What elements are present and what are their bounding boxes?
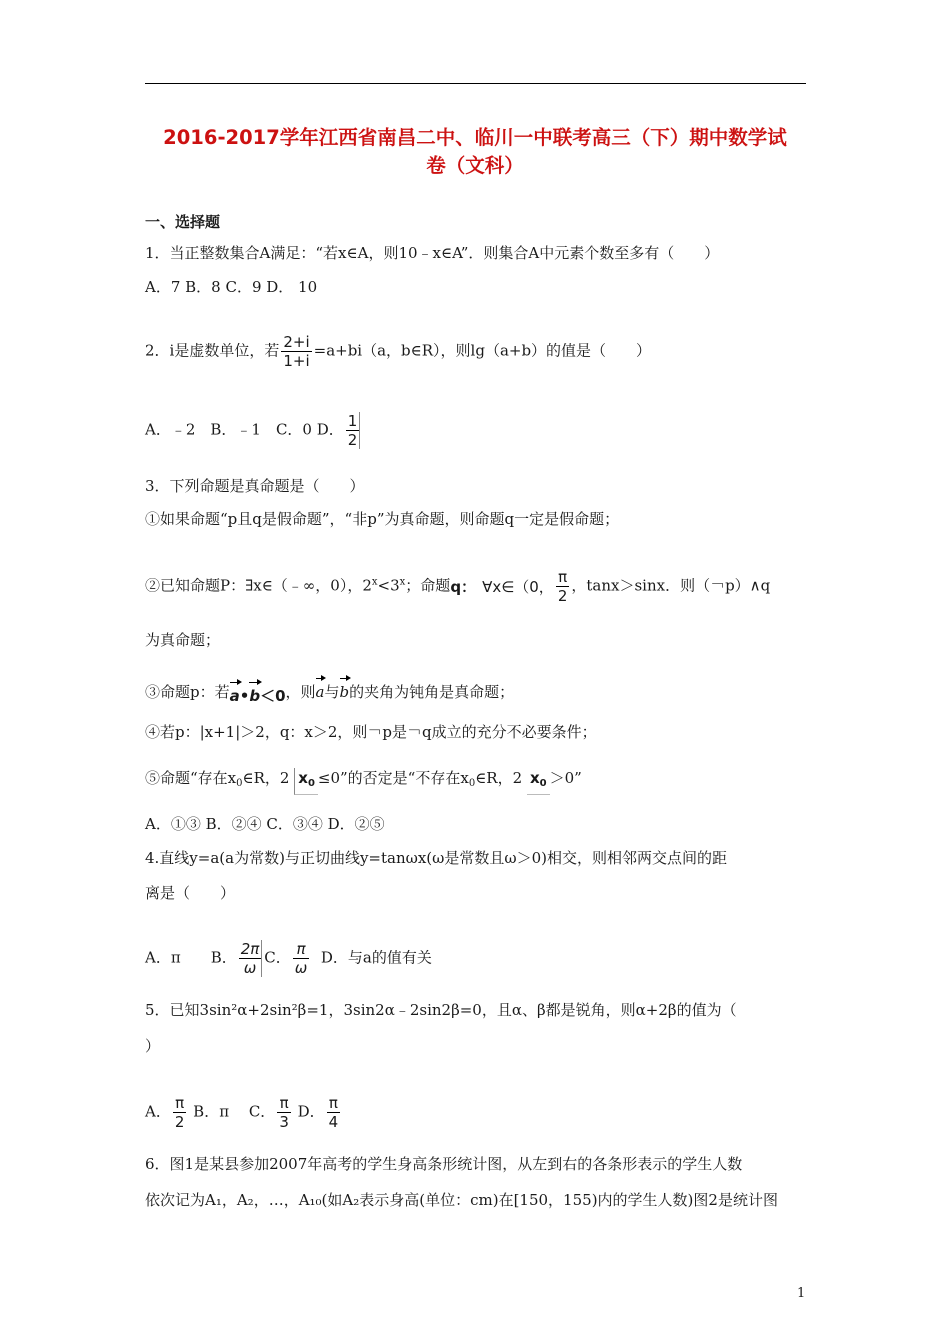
q3-statement-2 xyxy=(145,568,770,605)
q3-s3-post1: ，则 xyxy=(285,683,316,701)
q3-s5-sub0: 0 xyxy=(236,778,243,789)
q3-s2-pre: ②已知命题P：∃x∈（﹣∞，0），2 xyxy=(145,576,372,595)
q4-opt-b-num: 2π xyxy=(240,940,260,958)
q3-statement-3 xyxy=(145,676,514,706)
q1-stem: 1．当正整数集合A满足：“若x∈A，则10﹣x∈A”．则集合A中元素个数至多有（ ） xyxy=(145,244,720,262)
q5-opt-c-den: 3 xyxy=(279,1113,289,1131)
q3-s2-mid2: ；命题 xyxy=(405,576,451,595)
q2-frac-den: 1+i xyxy=(283,352,310,370)
q2-opt-d-fraction xyxy=(346,412,361,449)
q3-s5-x-sub: 0 xyxy=(307,778,315,789)
vector-a-2: a xyxy=(316,676,325,702)
q3-s5-end: ＞0” xyxy=(549,769,582,787)
q3-s3-dot: • xyxy=(239,687,250,705)
q5-opt-a-num: π xyxy=(173,1094,187,1113)
q2-post: =a+bi（a，b∈R），则lg（a+b）的值是（ ） xyxy=(313,341,652,360)
q2-opt-d-num: 1 xyxy=(347,412,358,430)
q5-opt-a: A． xyxy=(145,1102,171,1121)
q4-opt-c-num: π xyxy=(293,940,310,959)
q4-options xyxy=(145,940,432,977)
q4-stem-line-2: 离是（ ） xyxy=(145,884,236,902)
q3-s2-sup-x1: x xyxy=(371,576,378,588)
q4-opt-c-den: ω xyxy=(294,959,308,977)
q2-fraction xyxy=(281,333,311,370)
q1-options: A．7 B．8 C．9 D． 10 xyxy=(145,278,318,296)
page-number: 1 xyxy=(797,1286,806,1301)
q2-frac-num: 2+i xyxy=(283,333,310,351)
q5-opt-a-den: 2 xyxy=(174,1113,185,1131)
q5-opt-d: D． xyxy=(297,1102,325,1121)
q4-opt-b-den: ω xyxy=(243,959,257,977)
q4-stem-line-1: 4.直线y=a(a为常数)与正切曲线y=tanωx(ω是常数且ω＞0)相交，则相邻两交点间的距 xyxy=(145,849,728,867)
q3-s2-sup-x2: x xyxy=(399,576,406,588)
vector-b-2: b xyxy=(340,676,350,702)
q3-s2-forall: ∀x∈（0， xyxy=(482,577,554,596)
q2-pre: 2．i是虚数单位，若 xyxy=(145,341,280,360)
q5-opt-a-fraction xyxy=(173,1094,187,1131)
q3-s5-x: x xyxy=(298,769,308,787)
q5-opt-c-fraction xyxy=(277,1094,291,1131)
q5-opt-d-fraction xyxy=(327,1094,341,1131)
q5-stem-line-1: 5．已知3sin²α+2sin²β=1，3sin2α﹣2sin2β=0，且α、β都是锐角，则α+2β的值为（ xyxy=(145,1001,737,1019)
q2-options-text: A．﹣2 B．﹣1 C．0 D． xyxy=(145,420,344,439)
q3-s3-lt: ＜0 xyxy=(260,687,286,705)
q5-options xyxy=(145,1094,342,1131)
vector-a: a xyxy=(230,680,240,706)
q2-opt-d-den: 2 xyxy=(347,431,358,449)
q3-stem: 3．下列命题是真命题是（ ） xyxy=(145,477,365,495)
q3-s5-pre: ⑤命题“存在x xyxy=(145,769,237,787)
header-rule xyxy=(145,83,806,84)
q3-s3-pre: ③命题p：若 xyxy=(145,683,230,701)
q3-s2-post: ，tanx＞sinx．则（￢p）∧q xyxy=(571,576,771,595)
q3-s2-mid1: <3 xyxy=(377,576,400,595)
q4-opt-d: D．与a的值有关 xyxy=(320,948,432,967)
q3-s2-two: 2 xyxy=(557,587,568,605)
q3-s5-sub0-b: 0 xyxy=(468,778,476,789)
q3-s2-pi-fraction xyxy=(556,568,570,605)
q2-options xyxy=(145,412,362,449)
section-heading: 一、选择题 xyxy=(145,213,221,231)
q3-s3-post3: 的夹角为钝角是真命题； xyxy=(349,683,515,701)
q3-s5-x-2: x xyxy=(529,769,540,787)
title-line-2: 卷（文科） xyxy=(426,154,524,177)
q5-opt-d-num: π xyxy=(327,1094,341,1113)
q3-s5-exponent-box xyxy=(294,768,318,795)
q5-stem-line-2: ） xyxy=(145,1037,161,1055)
q3-statement-1: ①如果命题“p且q是假命题”，“非p”为真命题，则命题q一定是假命题； xyxy=(145,510,620,528)
q6-line-1: 6．图1是某县参加2007年高考的学生身高条形统计图，从左到右的各条形表示的学生人数 xyxy=(145,1155,743,1173)
q3-s2-q-label: q： xyxy=(450,577,477,596)
q6-line-2: 依次记为A₁，A₂，…，A₁₀(如A₂表示身高(单位：cm)在[150，155)内的学生人数)图2是统计图 xyxy=(145,1191,778,1209)
q3-s5-le: ≤0”的否定是“不存在x xyxy=(317,769,469,787)
q3-s5-mid2: ∈R，2 xyxy=(475,769,523,787)
q3-statement-4: ④若p：|x+1|＞2，q：x＞2，则￢p是￢q成立的充分不必要条件； xyxy=(145,723,597,741)
q3-statement-5 xyxy=(145,768,582,795)
q3-s2-pi: π xyxy=(556,568,570,587)
q3-s3-post2: 与 xyxy=(324,683,340,701)
q4-opt-b-fraction xyxy=(239,940,263,977)
q5-opt-d-den: 4 xyxy=(328,1113,339,1131)
q3-s5-x-sub-2: 0 xyxy=(539,778,547,789)
q5-opt-c-num: π xyxy=(277,1094,291,1113)
q4-opt-a: A．π B． xyxy=(145,948,237,967)
q3-s3-dot-product xyxy=(230,680,286,706)
vector-b: b xyxy=(249,680,260,706)
q3-s5-exponent-box-2 xyxy=(527,768,550,795)
q4-opt-c: C． xyxy=(264,948,291,967)
q4-opt-c-fraction xyxy=(293,940,310,977)
q3-options: A．①③ B．②④ C．③④ D．②⑤ xyxy=(145,815,385,833)
title-line-1: 2016-2017学年江西省南昌二中、临川一中联考高三（下）期中数学试 xyxy=(163,126,787,149)
q2-stem xyxy=(145,333,651,370)
q3-s5-mid: ∈R，2 xyxy=(242,769,290,787)
q3-statement-2-cont: 为真命题； xyxy=(145,631,221,649)
q5-opt-b: B．π C． xyxy=(193,1102,276,1121)
